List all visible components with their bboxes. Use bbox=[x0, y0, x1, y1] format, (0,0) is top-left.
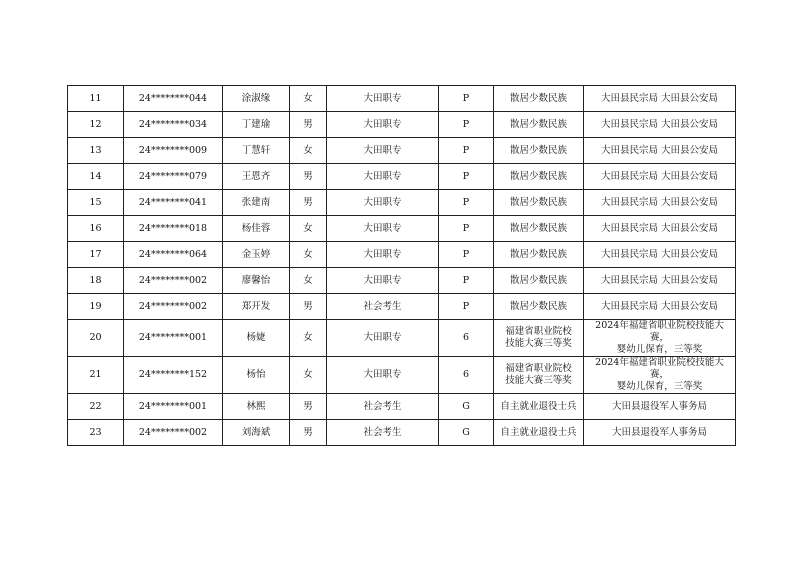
student-name-cell: 涂淑缘 bbox=[223, 86, 290, 112]
category-code-cell: 6 bbox=[439, 357, 494, 394]
row-number-cell: 19 bbox=[68, 294, 124, 320]
certifying-authority-cell: 大田县民宗局 大田县公安局 bbox=[584, 86, 736, 112]
school-cell: 社会考生 bbox=[327, 394, 439, 420]
certifying-authority-cell: 大田县民宗局 大田县公安局 bbox=[584, 112, 736, 138]
gender-cell: 男 bbox=[290, 394, 327, 420]
table-row bbox=[68, 112, 736, 138]
gender-cell: 女 bbox=[290, 138, 327, 164]
certifying-authority-cell: 大田县民宗局 大田县公安局 bbox=[584, 294, 736, 320]
gender-cell: 男 bbox=[290, 190, 327, 216]
table-row bbox=[68, 357, 736, 394]
exam-id-cell: 24********044 bbox=[124, 86, 223, 112]
category-cell: 福建省职业院校 技能大赛三等奖 bbox=[494, 320, 584, 357]
student-name-cell: 张建南 bbox=[223, 190, 290, 216]
exam-id-cell: 24********001 bbox=[124, 320, 223, 357]
row-number-cell: 15 bbox=[68, 190, 124, 216]
gender-cell: 男 bbox=[290, 420, 327, 446]
school-cell: 大田职专 bbox=[327, 164, 439, 190]
exam-id-cell: 24********018 bbox=[124, 216, 223, 242]
student-name-cell: 郑开发 bbox=[223, 294, 290, 320]
category-code-cell: P bbox=[439, 242, 494, 268]
certifying-authority-cell: 大田县退役军人事务局 bbox=[584, 394, 736, 420]
gender-cell: 女 bbox=[290, 357, 327, 394]
student-name-cell: 廖馨怡 bbox=[223, 268, 290, 294]
roster-body bbox=[68, 86, 736, 446]
school-cell: 社会考生 bbox=[327, 420, 439, 446]
gender-cell: 女 bbox=[290, 86, 327, 112]
exam-id-cell: 24********001 bbox=[124, 394, 223, 420]
category-cell: 散居少数民族 bbox=[494, 112, 584, 138]
category-cell: 散居少数民族 bbox=[494, 294, 584, 320]
table-row bbox=[68, 294, 736, 320]
category-cell: 散居少数民族 bbox=[494, 138, 584, 164]
certifying-authority-cell: 大田县民宗局 大田县公安局 bbox=[584, 190, 736, 216]
category-code-cell: P bbox=[439, 112, 494, 138]
row-number-cell: 16 bbox=[68, 216, 124, 242]
school-cell: 大田职专 bbox=[327, 190, 439, 216]
school-cell: 大田职专 bbox=[327, 86, 439, 112]
category-cell: 散居少数民族 bbox=[494, 268, 584, 294]
row-number-cell: 13 bbox=[68, 138, 124, 164]
gender-cell: 女 bbox=[290, 268, 327, 294]
exam-id-cell: 24********002 bbox=[124, 294, 223, 320]
row-number-cell: 12 bbox=[68, 112, 124, 138]
category-code-cell: P bbox=[439, 190, 494, 216]
row-number-cell: 11 bbox=[68, 86, 124, 112]
student-name-cell: 杨佳蓉 bbox=[223, 216, 290, 242]
certifying-authority-cell: 大田县民宗局 大田县公安局 bbox=[584, 216, 736, 242]
exam-id-cell: 24********079 bbox=[124, 164, 223, 190]
table-row bbox=[68, 420, 736, 446]
category-cell: 自主就业退役士兵 bbox=[494, 394, 584, 420]
row-number-cell: 20 bbox=[68, 320, 124, 357]
school-cell: 社会考生 bbox=[327, 294, 439, 320]
exam-id-cell: 24********041 bbox=[124, 190, 223, 216]
certifying-authority-cell: 大田县退役军人事务局 bbox=[584, 420, 736, 446]
school-cell: 大田职专 bbox=[327, 320, 439, 357]
student-name-cell: 金玉婷 bbox=[223, 242, 290, 268]
row-number-cell: 22 bbox=[68, 394, 124, 420]
certifying-authority-cell: 大田县民宗局 大田县公安局 bbox=[584, 268, 736, 294]
category-code-cell: 6 bbox=[439, 320, 494, 357]
table-row bbox=[68, 190, 736, 216]
table-row bbox=[68, 320, 736, 357]
category-cell: 散居少数民族 bbox=[494, 242, 584, 268]
exam-id-cell: 24********064 bbox=[124, 242, 223, 268]
exam-id-cell: 24********009 bbox=[124, 138, 223, 164]
student-name-cell: 刘海斌 bbox=[223, 420, 290, 446]
row-number-cell: 14 bbox=[68, 164, 124, 190]
category-code-cell: P bbox=[439, 164, 494, 190]
table-row bbox=[68, 86, 736, 112]
category-cell: 福建省职业院校 技能大赛三等奖 bbox=[494, 357, 584, 394]
school-cell: 大田职专 bbox=[327, 216, 439, 242]
table-row bbox=[68, 242, 736, 268]
student-name-cell: 丁建瑜 bbox=[223, 112, 290, 138]
gender-cell: 女 bbox=[290, 216, 327, 242]
row-number-cell: 21 bbox=[68, 357, 124, 394]
category-code-cell: G bbox=[439, 420, 494, 446]
certifying-authority-cell: 2024年福建省职业院校技能大赛， 婴幼儿保育，三等奖 bbox=[584, 357, 736, 394]
certifying-authority-cell: 大田县民宗局 大田县公安局 bbox=[584, 138, 736, 164]
school-cell: 大田职专 bbox=[327, 268, 439, 294]
category-code-cell: P bbox=[439, 216, 494, 242]
roster-table bbox=[67, 85, 736, 446]
table-row bbox=[68, 164, 736, 190]
category-cell: 散居少数民族 bbox=[494, 216, 584, 242]
category-code-cell: P bbox=[439, 138, 494, 164]
exam-id-cell: 24********152 bbox=[124, 357, 223, 394]
certifying-authority-cell: 大田县民宗局 大田县公安局 bbox=[584, 242, 736, 268]
exam-id-cell: 24********034 bbox=[124, 112, 223, 138]
row-number-cell: 23 bbox=[68, 420, 124, 446]
category-cell: 散居少数民族 bbox=[494, 190, 584, 216]
student-name-cell: 杨婕 bbox=[223, 320, 290, 357]
school-cell: 大田职专 bbox=[327, 112, 439, 138]
student-name-cell: 王恩齐 bbox=[223, 164, 290, 190]
gender-cell: 女 bbox=[290, 320, 327, 357]
gender-cell: 男 bbox=[290, 164, 327, 190]
category-code-cell: G bbox=[439, 394, 494, 420]
category-code-cell: P bbox=[439, 268, 494, 294]
school-cell: 大田职专 bbox=[327, 242, 439, 268]
exam-id-cell: 24********002 bbox=[124, 268, 223, 294]
row-number-cell: 18 bbox=[68, 268, 124, 294]
certifying-authority-cell: 大田县民宗局 大田县公安局 bbox=[584, 164, 736, 190]
gender-cell: 女 bbox=[290, 242, 327, 268]
student-name-cell: 丁慧轩 bbox=[223, 138, 290, 164]
school-cell: 大田职专 bbox=[327, 138, 439, 164]
student-name-cell: 杨怡 bbox=[223, 357, 290, 394]
school-cell: 大田职专 bbox=[327, 357, 439, 394]
row-number-cell: 17 bbox=[68, 242, 124, 268]
gender-cell: 男 bbox=[290, 294, 327, 320]
table-row bbox=[68, 216, 736, 242]
category-cell: 自主就业退役士兵 bbox=[494, 420, 584, 446]
exam-id-cell: 24********002 bbox=[124, 420, 223, 446]
category-code-cell: P bbox=[439, 294, 494, 320]
certifying-authority-cell: 2024年福建省职业院校技能大赛， 婴幼儿保育，三等奖 bbox=[584, 320, 736, 357]
gender-cell: 男 bbox=[290, 112, 327, 138]
category-cell: 散居少数民族 bbox=[494, 164, 584, 190]
category-cell: 散居少数民族 bbox=[494, 86, 584, 112]
table-row bbox=[68, 268, 736, 294]
table-row bbox=[68, 138, 736, 164]
student-name-cell: 林熙 bbox=[223, 394, 290, 420]
table-row bbox=[68, 394, 736, 420]
category-code-cell: P bbox=[439, 86, 494, 112]
